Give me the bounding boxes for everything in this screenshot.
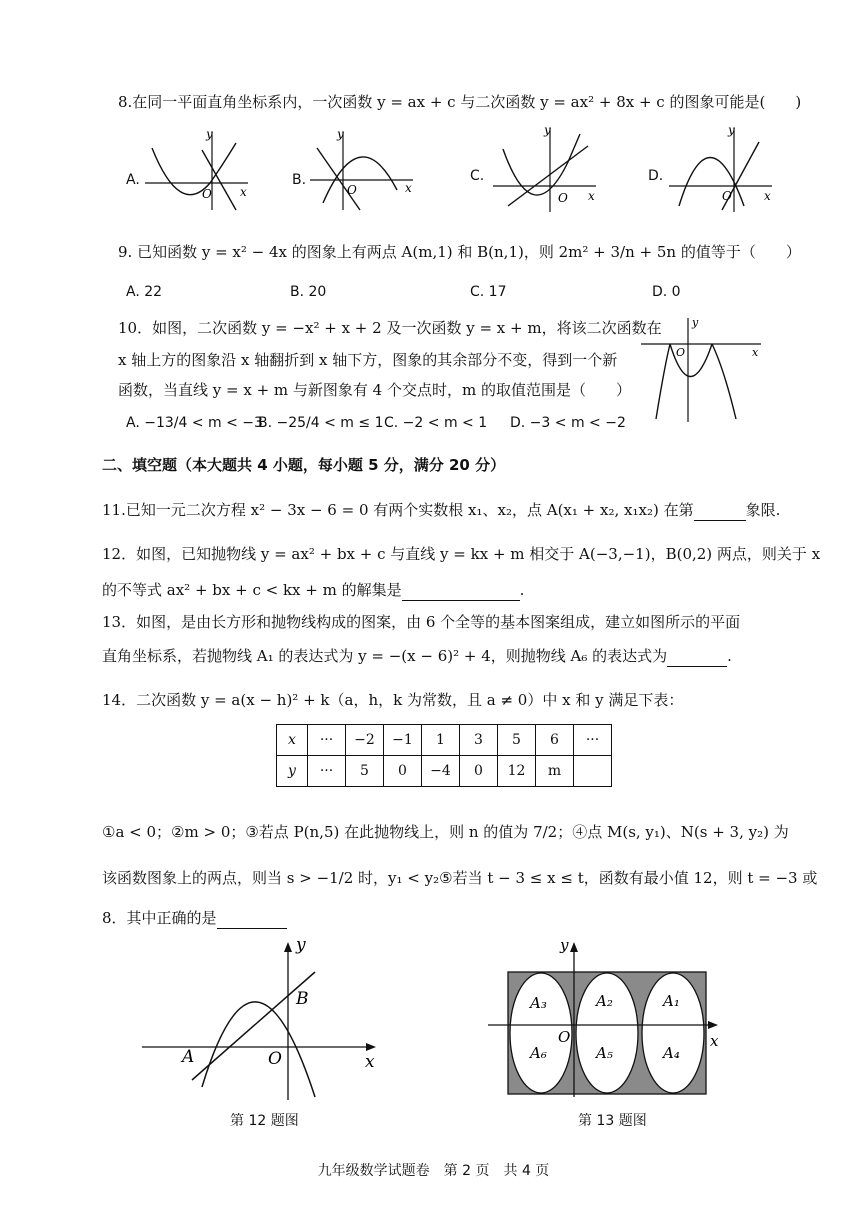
x-label: x (240, 185, 247, 199)
q8-graph-a (140, 128, 255, 213)
q10-graph (636, 314, 771, 424)
y-label: y (560, 936, 569, 954)
parabola (202, 1002, 315, 1097)
y-label: y (206, 128, 213, 141)
table-cell: ··· (574, 725, 612, 756)
q9-option-d[interactable]: D. 0 (652, 284, 681, 300)
svg-text:x: x (405, 181, 412, 195)
table-cell: 5 (346, 756, 384, 787)
q14-stem: 14．二次函数 y = a(x − h)² + k（a，h，k 为常数，且 a ≠ 0）中 x 和 y 满足下表： (102, 691, 684, 709)
q13-line1: 13．如图，是由长方形和抛物线构成的图案，由 6 个全等的基本图案组成，建立如图所示的平面 (102, 613, 741, 631)
origin-label: O (558, 1028, 571, 1046)
q10-option-a[interactable]: A. −13/4 < m < −3 (126, 415, 263, 431)
table-cell: 12 (498, 756, 536, 787)
fig13 (488, 932, 728, 1102)
table-cell: 1 (422, 725, 460, 756)
q13-answer-blank[interactable] (667, 646, 727, 667)
y-label: y (296, 935, 306, 955)
line (202, 150, 236, 210)
q12-line1: 12．如图，已知抛物线 y = ax² + bx + c 与直线 y = kx + m 相交于 A(−3,−1)，B(0,2) 两点，则关于 x (102, 545, 821, 563)
table-cell: −4 (422, 756, 460, 787)
q8-stem: 8.在同一平面直角坐标系内，一次函数 y = ax + c 与二次函数 y = ax² + 8x + c 的图象可能是( ) (118, 93, 802, 111)
svg-text:x: x (752, 346, 759, 359)
svg-text:x: x (764, 189, 771, 203)
table-cell: −2 (346, 725, 384, 756)
table-cell: m (536, 756, 574, 787)
svg-text:O: O (347, 183, 357, 197)
svg-text:O: O (676, 346, 686, 359)
table-cell: −1 (384, 725, 422, 756)
origin-label: O (202, 187, 212, 201)
q8-graph-b (305, 128, 420, 213)
table-cell: ··· (308, 725, 346, 756)
fig12 (140, 932, 390, 1102)
table-row (277, 725, 612, 756)
point-b-label: B (296, 989, 309, 1009)
svg-text:y: y (692, 316, 699, 329)
svg-text:y: y (337, 128, 344, 141)
q8-option-a[interactable]: A. (126, 172, 140, 188)
table-cell: 5 (498, 725, 536, 756)
label-a4: A₄ (663, 1044, 680, 1062)
q11-text: 11.已知一元二次方程 x² − 3x − 6 = 0 有两个实数根 x₁、x₂，点 A(x₁ + x₂, x₁x₂) 在第 象限. (102, 501, 781, 519)
label-a3: A₃ (530, 994, 547, 1012)
page-footer: 九年级数学试题卷 第 2 页 共 4 页 (317, 1163, 550, 1179)
q9-stem: 9. 已知函数 y = x² − 4x 的图象上有两点 A(m,1) 和 B(n,1)，则 2m² + 3/n + 5n 的值等于（ ） (118, 243, 801, 261)
origin-label: O (268, 1049, 282, 1069)
q10-option-b[interactable]: B. −25/4 < m ≤ 1 (258, 415, 384, 431)
q9-option-c[interactable]: C. 17 (470, 284, 507, 300)
q10-line1: 10．如图，二次函数 y = −x² + x + 2 及一次函数 y = x + m，将该二次函数在 (118, 319, 662, 337)
label-a2: A₂ (596, 992, 613, 1010)
table-cell: 3 (460, 725, 498, 756)
table-cell (574, 756, 612, 787)
q9-option-b[interactable]: B. 20 (290, 284, 327, 300)
x-label: x (365, 1052, 375, 1072)
q8-graph-d (664, 124, 779, 214)
table-cell: 0 (384, 756, 422, 787)
svg-text:O: O (722, 189, 732, 203)
svg-text:x: x (588, 189, 595, 203)
q8-option-d[interactable]: D. (648, 168, 664, 184)
fig13-caption: 第 13 题图 (578, 1113, 647, 1129)
q14-line1: ①a < 0；②m > 0；③若点 P(n,5) 在此抛物线上，则 n 的值为 7/2；④点 M(s, y₁)、N(s + 3, y₂) 为 (102, 823, 789, 841)
q8-option-b[interactable]: B. (292, 172, 307, 188)
table-header: y (277, 756, 308, 787)
x-label: x (710, 1032, 719, 1050)
q14-answer-blank[interactable] (217, 908, 287, 929)
table-cell: ··· (308, 756, 346, 787)
q10-line3: 函数，当直线 y = x + m 与新图象有 4 个交点时，m 的取值范围是（ ） (118, 381, 631, 399)
q9-option-a[interactable]: A. 22 (126, 284, 163, 300)
table-cell: 6 (536, 725, 574, 756)
label-a1: A₁ (663, 992, 680, 1010)
point-a-label: A (182, 1047, 195, 1067)
q14-line2: 该函数图象上的两点，则当 s > −1/2 时，y₁ < y₂⑤若当 t − 3 ≤ x ≤ t，函数有最小值 12，则 t = −3 或 (102, 869, 818, 887)
table-row (277, 756, 612, 787)
q8-graph-c (488, 124, 603, 214)
q11-answer-blank[interactable] (694, 500, 746, 521)
fig12-caption: 第 12 题图 (230, 1113, 299, 1129)
q10-option-d[interactable]: D. −3 < m < −2 (510, 415, 626, 431)
svg-text:O: O (558, 191, 568, 205)
q8-option-c[interactable]: C. (470, 168, 485, 184)
q10-option-c[interactable]: C. −2 < m < 1 (384, 415, 488, 431)
section-title: 二、填空题（本大题共 4 小题，每小题 5 分，满分 20 分） (102, 456, 506, 474)
svg-text:y: y (544, 124, 551, 137)
label-a6: A₆ (530, 1044, 547, 1062)
label-a5: A₅ (596, 1044, 613, 1062)
q10-line2: x 轴上方的图象沿 x 轴翻折到 x 轴下方，图象的其余部分不变，得到一个新 (118, 351, 618, 369)
table-header: x (277, 725, 308, 756)
svg-text:y: y (728, 124, 735, 137)
table-cell: 0 (460, 756, 498, 787)
q12-line2: 的不等式 ax² + bx + c < kx + m 的解集是 . (102, 581, 525, 599)
q13-line2: 直角坐标系，若抛物线 A₁ 的表达式为 y = −(x − 6)² + 4，则抛物线 A₆ 的表达式为 . (102, 647, 732, 665)
q14-line3: 8．其中正确的是 (102, 908, 287, 929)
q12-answer-blank[interactable] (402, 580, 520, 601)
q14-table (276, 724, 612, 787)
